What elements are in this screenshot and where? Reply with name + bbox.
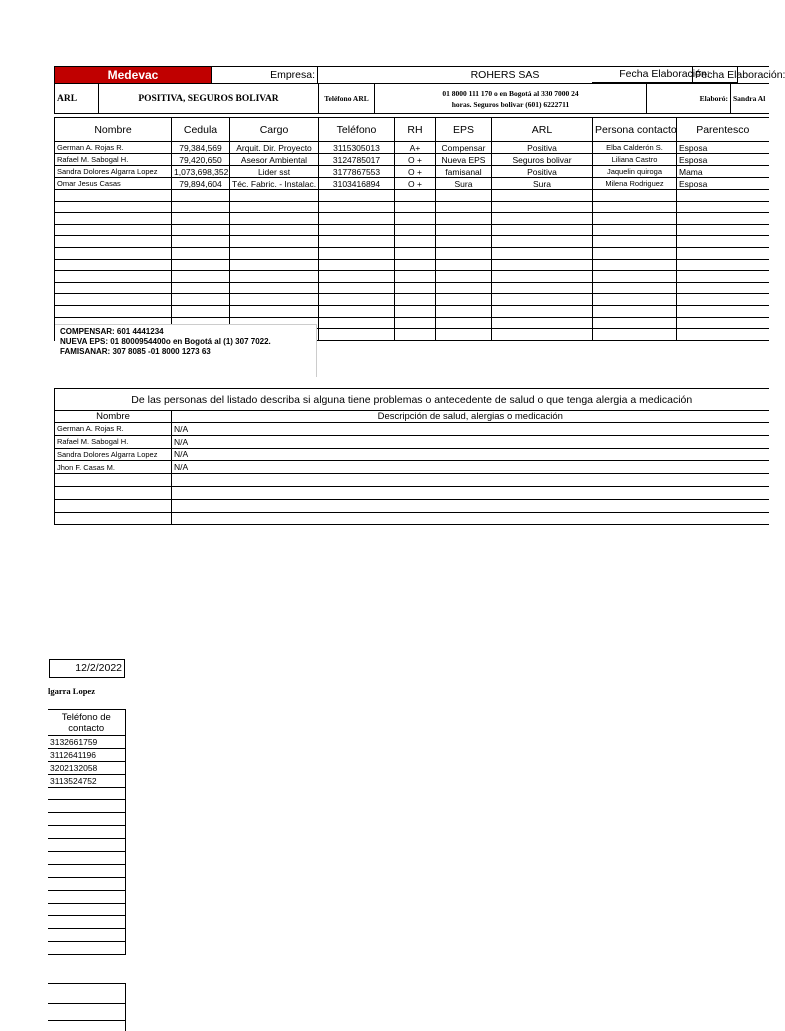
cell-eps — [436, 259, 492, 271]
cell-telefono — [319, 213, 395, 225]
cell-contacto — [593, 305, 677, 317]
cell-telefono: 3103416894 — [319, 178, 395, 190]
elaboro-label: Elaboró: — [647, 84, 731, 114]
health-cell-nombre: Jhon F. Casas M. — [55, 461, 172, 474]
cell-arl — [492, 201, 593, 213]
table-row — [55, 154, 769, 166]
cell-contacto — [593, 329, 677, 341]
health-row — [55, 448, 769, 461]
cell-telefono — [319, 271, 395, 283]
cell-telefono — [319, 259, 395, 271]
cell-telefono — [319, 190, 395, 202]
cell-arl: Positiva — [492, 166, 593, 178]
cell-arl — [492, 317, 593, 329]
cell-contacto — [593, 247, 677, 259]
cell-rh: A+ — [395, 142, 436, 154]
empty-telefono-row — [48, 916, 125, 929]
cell-contacto — [593, 282, 677, 294]
table-row — [55, 178, 769, 190]
health-cell-nombre: Rafael M. Sabogal H. — [55, 435, 172, 448]
cell-telefono: 3177867553 — [319, 166, 395, 178]
cell-cargo: Arquit. Dir. Proyecto — [230, 142, 319, 154]
telefono-contacto-cell: 3202132058 — [48, 761, 125, 774]
cell-contacto: Jaquelin quiroga — [593, 166, 677, 178]
cell-eps — [436, 247, 492, 259]
telefono-contacto-cell — [48, 903, 125, 916]
telefono-contacto-header — [48, 710, 125, 736]
empty-telefono-row — [48, 890, 125, 903]
cell-telefono: 3115305013 — [319, 142, 395, 154]
cell-cargo: Lider sst — [230, 166, 319, 178]
telefono-row — [48, 748, 125, 761]
cell-nombre — [55, 236, 172, 248]
cell-nombre: Sandra Dolores Algarra Lopez — [55, 166, 172, 178]
empty-telefono-row — [48, 800, 125, 813]
telefono-contacto-cell — [48, 839, 125, 852]
cell-cedula — [172, 213, 230, 225]
telefono-row — [48, 736, 125, 749]
cell-eps — [436, 190, 492, 202]
cell-parentesco: Esposa — [677, 154, 769, 166]
cell-cedula — [172, 190, 230, 202]
cell-contacto — [593, 271, 677, 283]
eps-note-line-2: NUEVA EPS: 01 8000954400o en Bogotá al (1) 307 7022. — [60, 337, 271, 346]
telefono-contacto-cell — [48, 916, 125, 929]
lower-blank-table — [48, 983, 126, 1031]
empty-table-row — [55, 247, 769, 259]
cell-rh — [395, 213, 436, 225]
cell-telefono — [319, 317, 395, 329]
arl-value: POSITIVA, SEGUROS BOLIVAR — [99, 84, 319, 114]
empty-telefono-row — [48, 826, 125, 839]
cell-cargo — [230, 190, 319, 202]
telefono-contacto-cell — [48, 826, 125, 839]
empty-telefono-row — [48, 852, 125, 865]
col-cargo: Cargo — [230, 118, 319, 142]
cell-nombre — [55, 282, 172, 294]
cell-rh — [395, 224, 436, 236]
cell-rh: O + — [395, 166, 436, 178]
cell-eps: Sura — [436, 178, 492, 190]
cell-cedula: 79,384,569 — [172, 142, 230, 154]
fecha-label: Fecha Elaboración: — [693, 67, 769, 84]
telefono-contacto-table — [48, 709, 126, 955]
cell-arl — [492, 224, 593, 236]
cell-parentesco: Mama — [677, 166, 769, 178]
cell-parentesco — [677, 190, 769, 202]
cell-eps — [436, 201, 492, 213]
cell-arl — [492, 213, 593, 225]
cell-rh — [395, 247, 436, 259]
health-row — [55, 423, 769, 436]
telefono-contacto-label-2: contacto — [68, 722, 105, 734]
col-contacto: Persona contacto — [593, 118, 677, 142]
health-cell-nombre — [55, 512, 172, 525]
cell-arl: Sura — [492, 178, 593, 190]
fecha-cell — [592, 66, 738, 83]
cell-contacto — [593, 190, 677, 202]
elaboro-value: Sandra Al — [731, 84, 769, 114]
cell-nombre — [55, 213, 172, 225]
cell-eps: Compensar — [436, 142, 492, 154]
cell-parentesco — [677, 305, 769, 317]
cell-parentesco — [677, 271, 769, 283]
cell-cedula — [172, 224, 230, 236]
cell-parentesco: Esposa — [677, 178, 769, 190]
arl-label: ARL — [55, 84, 99, 114]
cell-eps: Nueva EPS — [436, 154, 492, 166]
cell-rh — [395, 236, 436, 248]
cell-cargo — [230, 247, 319, 259]
cell-parentesco — [677, 224, 769, 236]
cell-cargo: Asesor Ambiental — [230, 154, 319, 166]
health-cell-desc — [172, 486, 769, 499]
empty-table-row — [55, 201, 769, 213]
cell-eps — [436, 271, 492, 283]
cell-cedula — [172, 236, 230, 248]
cell-telefono — [319, 282, 395, 294]
empty-table-row — [55, 271, 769, 283]
empty-table-row — [55, 236, 769, 248]
cell-nombre — [55, 247, 172, 259]
cell-telefono — [319, 224, 395, 236]
health-col-nombre: Nombre — [55, 411, 172, 423]
empresa-value: ROHERS SAS — [318, 67, 693, 84]
cell-arl: Positiva — [492, 142, 593, 154]
cell-nombre — [55, 294, 172, 306]
cell-parentesco — [677, 213, 769, 225]
cell-rh — [395, 190, 436, 202]
col-arl: ARL — [492, 118, 593, 142]
empty-table-row — [55, 259, 769, 271]
cell-cedula — [172, 247, 230, 259]
cell-arl — [492, 271, 593, 283]
health-cell-nombre: German A. Rojas R. — [55, 423, 172, 436]
health-row — [55, 435, 769, 448]
empty-table-row — [55, 282, 769, 294]
cell-arl: Seguros bolivar — [492, 154, 593, 166]
cell-eps — [436, 213, 492, 225]
col-parentesco: Parentesco — [677, 118, 769, 142]
cell-rh — [395, 294, 436, 306]
cell-eps — [436, 236, 492, 248]
cell-contacto — [593, 236, 677, 248]
cell-parentesco: Esposa — [677, 142, 769, 154]
cell-nombre: Omar Jesus Casas — [55, 178, 172, 190]
cell-nombre: Rafael M. Sabogal H. — [55, 154, 172, 166]
cell-nombre — [55, 271, 172, 283]
cell-nombre — [55, 305, 172, 317]
cell-rh — [395, 201, 436, 213]
cell-arl — [492, 236, 593, 248]
cell-nombre — [55, 201, 172, 213]
cell-telefono — [319, 236, 395, 248]
logo: Medevac — [55, 67, 212, 84]
cell-telefono — [319, 247, 395, 259]
health-cell-nombre: Sandra Dolores Algarra Lopez — [55, 448, 172, 461]
cell-arl — [492, 190, 593, 202]
cell-nombre — [55, 259, 172, 271]
cell-telefono — [319, 305, 395, 317]
cell-telefono — [319, 201, 395, 213]
health-cell-desc: N/A — [172, 423, 769, 436]
cell-parentesco — [677, 282, 769, 294]
empty-table-row — [55, 224, 769, 236]
cell-eps — [436, 317, 492, 329]
cell-rh — [395, 329, 436, 341]
empty-telefono-row — [48, 942, 125, 955]
cell-cedula — [172, 294, 230, 306]
fecha-value: 12/2/2022 — [49, 659, 125, 678]
telefono-contacto-cell: 3112641196 — [48, 748, 125, 761]
empty-telefono-row — [48, 877, 125, 890]
col-eps: EPS — [436, 118, 492, 142]
cell-cedula: 79,894,604 — [172, 178, 230, 190]
empty-telefono-row — [48, 839, 125, 852]
cell-contacto — [593, 201, 677, 213]
cell-cedula: 1,073,698,352 — [172, 166, 230, 178]
telefono-contacto-cell: 3132661759 — [48, 736, 125, 749]
health-cell-nombre — [55, 474, 172, 487]
arl-row — [54, 83, 769, 114]
cell-contacto — [593, 294, 677, 306]
cell-rh — [395, 271, 436, 283]
empty-telefono-row — [48, 903, 125, 916]
cell-eps — [436, 294, 492, 306]
empty-health-row — [55, 512, 769, 525]
cell-cargo — [230, 201, 319, 213]
telefono-row — [48, 774, 125, 787]
cell-rh: O + — [395, 178, 436, 190]
empty-health-row — [55, 486, 769, 499]
blank-row — [48, 1021, 125, 1031]
col-nombre: Nombre — [55, 118, 172, 142]
blank-row — [48, 1004, 125, 1021]
telefono-arl-label: Teléfono ARL — [319, 84, 375, 114]
telefono-contacto-cell — [48, 864, 125, 877]
cell-contacto: Liliana Castro — [593, 154, 677, 166]
cell-arl — [492, 305, 593, 317]
cell-telefono — [319, 329, 395, 341]
telefono-contacto-cell: 3113524752 — [48, 774, 125, 787]
cell-parentesco — [677, 294, 769, 306]
cell-parentesco — [677, 247, 769, 259]
eps-phone-note — [55, 324, 317, 377]
cell-cargo — [230, 282, 319, 294]
health-cell-desc: N/A — [172, 461, 769, 474]
col-cedula: Cedula — [172, 118, 230, 142]
cell-arl — [492, 294, 593, 306]
cell-parentesco — [677, 259, 769, 271]
cell-telefono — [319, 294, 395, 306]
cell-cargo — [230, 236, 319, 248]
health-col-desc: Descripción de salud, alergias o medicación — [172, 411, 769, 423]
cell-eps — [436, 305, 492, 317]
eps-note-line-1: COMPENSAR: 601 4441234 — [60, 327, 164, 336]
cell-arl — [492, 282, 593, 294]
cell-telefono: 3124785017 — [319, 154, 395, 166]
cell-eps — [436, 329, 492, 341]
cell-cargo — [230, 271, 319, 283]
cell-cargo: Téc. Fabric. - Instalac. — [230, 178, 319, 190]
health-cell-desc: N/A — [172, 435, 769, 448]
cell-parentesco — [677, 317, 769, 329]
cell-cargo — [230, 224, 319, 236]
cell-cargo — [230, 305, 319, 317]
health-row — [55, 461, 769, 474]
personnel-table — [54, 117, 769, 341]
health-table — [54, 388, 769, 525]
cell-arl — [492, 329, 593, 341]
cell-cargo — [230, 294, 319, 306]
cell-contacto — [593, 317, 677, 329]
telefono-row — [48, 761, 125, 774]
empty-health-row — [55, 499, 769, 512]
telefono-contacto-cell — [48, 800, 125, 813]
empty-telefono-row — [48, 929, 125, 942]
cell-cedula: 79,420,650 — [172, 154, 230, 166]
health-title: De las personas del listado describa si alguna tiene problemas o antecedente de salud o que tenga alergia a medicación — [55, 389, 769, 411]
cell-cargo — [230, 213, 319, 225]
empresa-label: Empresa: — [212, 67, 318, 84]
cell-nombre: German A. Rojas R. — [55, 142, 172, 154]
telefono-arl-line-1: 01 8000 111 170 o en Bogotá al 330 7000 24 — [442, 88, 579, 98]
eps-note-line-3: FAMISANAR: 307 8085 -01 8000 1273 63 — [60, 347, 211, 356]
health-cell-nombre — [55, 499, 172, 512]
cell-cedula — [172, 259, 230, 271]
cell-parentesco — [677, 236, 769, 248]
cell-contacto: Milena Rodriguez — [593, 178, 677, 190]
empty-telefono-row — [48, 813, 125, 826]
empty-telefono-row — [48, 787, 125, 800]
cell-cargo — [230, 259, 319, 271]
cell-parentesco — [677, 329, 769, 341]
health-cell-nombre — [55, 486, 172, 499]
telefono-contacto-cell — [48, 942, 125, 955]
cell-cedula — [172, 271, 230, 283]
cell-contacto — [593, 213, 677, 225]
cell-nombre — [55, 190, 172, 202]
health-cell-desc — [172, 474, 769, 487]
cell-rh — [395, 282, 436, 294]
cell-contacto — [593, 259, 677, 271]
cell-cedula — [172, 282, 230, 294]
col-telefono: Teléfono — [319, 118, 395, 142]
cell-contacto — [593, 224, 677, 236]
empty-table-row — [55, 190, 769, 202]
telefono-contacto-cell — [48, 813, 125, 826]
telefono-contacto-cell — [48, 787, 125, 800]
table-row — [55, 166, 769, 178]
fecha-label-text: Fecha Elaboración: — [619, 68, 710, 80]
blank-row — [48, 984, 125, 1004]
personnel-header-row — [55, 118, 769, 142]
cell-arl — [492, 259, 593, 271]
cell-rh: O + — [395, 154, 436, 166]
table-row — [55, 142, 769, 154]
cell-rh — [395, 317, 436, 329]
cell-nombre — [55, 224, 172, 236]
empty-table-row — [55, 213, 769, 225]
empty-health-row — [55, 474, 769, 487]
empty-table-row — [55, 294, 769, 306]
telefono-arl-value — [375, 84, 647, 114]
cell-rh — [395, 305, 436, 317]
cell-cedula — [172, 305, 230, 317]
cell-parentesco — [677, 201, 769, 213]
col-rh: RH — [395, 118, 436, 142]
health-cell-desc — [172, 499, 769, 512]
empty-table-row — [55, 305, 769, 317]
cell-eps — [436, 282, 492, 294]
telefono-contacto-cell — [48, 890, 125, 903]
telefono-contacto-cell — [48, 877, 125, 890]
cell-arl — [492, 247, 593, 259]
telefono-contacto-cell — [48, 929, 125, 942]
cell-rh — [395, 259, 436, 271]
cell-eps: famisanal — [436, 166, 492, 178]
cell-eps — [436, 224, 492, 236]
health-cell-desc: N/A — [172, 448, 769, 461]
cell-cedula — [172, 201, 230, 213]
elaboro-tail: lgarra Lopez — [48, 686, 95, 696]
empty-telefono-row — [48, 864, 125, 877]
telefono-contacto-label-1: Teléfono de — [61, 711, 111, 723]
telefono-contacto-cell — [48, 852, 125, 865]
telefono-arl-line-2: horas. Seguros bolivar (601) 6222711 — [451, 99, 570, 109]
cell-contacto: Elba Calderón S. — [593, 142, 677, 154]
health-cell-desc — [172, 512, 769, 525]
